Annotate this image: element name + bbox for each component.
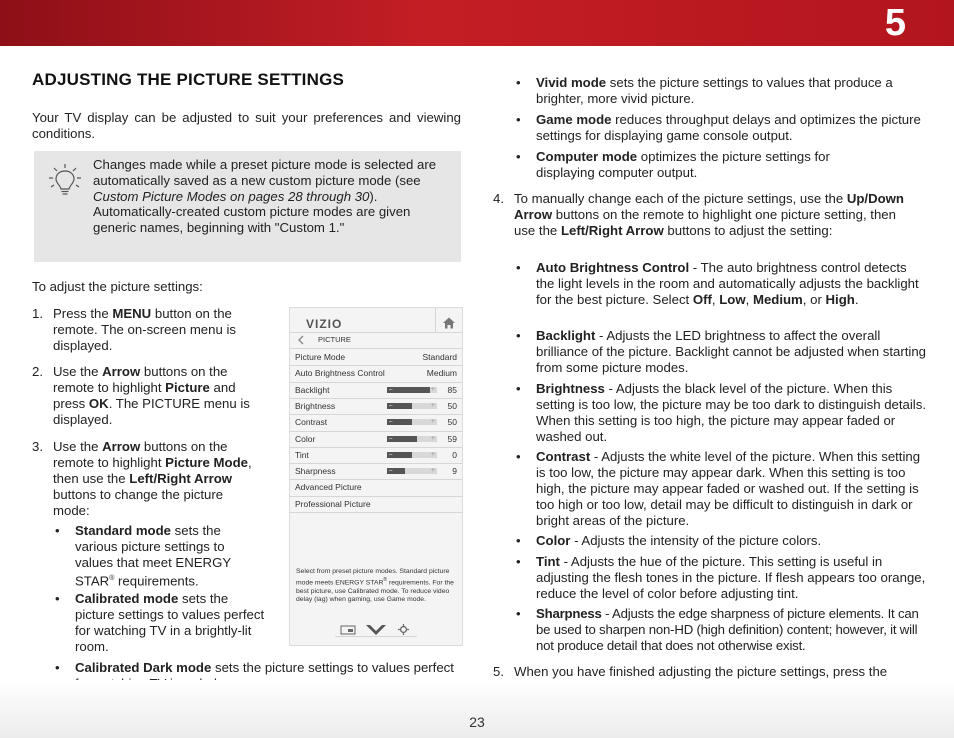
menu-row-label: Auto Brightness Control [295,368,385,379]
divider [435,308,436,333]
home-icon[interactable] [442,316,456,330]
menu-row[interactable] [295,414,457,430]
menu-row-label: Tint [295,449,309,460]
chapter-number: 5 [884,2,906,44]
mode-standard: • Standard mode sets the various picture settings to values that meet ENERGY STAR® requirements. [75,523,265,589]
page-number: 23 [469,714,485,730]
mode-calibrated-dark: • Calibrated Dark mode sets the picture settings to values perfect [75,660,455,692]
step-1: Press the MENU button on the remote. The on-screen menu is displayed. [53,306,237,353]
menu-row[interactable] [295,431,457,447]
setting-contrast: • Contrast - Adjusts the white level of the picture. When this setting is too low, the picture may appear dark. When this setting is too high, the picture may appear faded or washed out. If the setting is too high or too low, detail may be difficult to distinguish in dark or bright areas of the picture. [536,449,926,529]
menu-row[interactable] [295,463,457,479]
mode-computer: • Computer mode optimizes the picture settings for displaying computer output. [536,149,876,181]
menu-slider-fill [387,387,430,393]
minus-icon: – [389,386,393,393]
menu-row-label: Advanced Picture [295,482,362,493]
step-number: 3. [32,439,43,454]
setting-color: • Color - Adjusts the intensity of the picture colors. [536,533,926,549]
step-2: Use the Arrow buttons on the remote to highlight Picture and press OK. The PICTURE menu is displayed. [53,364,250,427]
menu-row-value: 50 [447,417,457,428]
menu-footer [332,622,420,638]
tip-text [93,157,448,236]
menu-row[interactable] [295,398,457,414]
divider [290,512,462,513]
minus-icon: – [389,451,393,458]
minus-icon: – [389,468,393,475]
tip-reference: Custom Picture Modes on pages 28 through 30 [93,188,370,204]
minus-icon: – [389,435,393,442]
section-title: ADJUSTING THE PICTURE SETTINGS [32,70,345,89]
plus-icon: + [430,418,435,426]
menu-row-label: Contrast [295,417,328,428]
plus-icon: + [430,385,435,393]
step-4: To manually change each of the picture settings, use the Up/Down Arrow buttons on the remote to highlight one picture setting, then use the Left/Right Arrow buttons to adjust the setting: [514,191,904,238]
step-5: When you have finished adjusting the picture settings, press the [514,664,888,679]
plus-icon: + [430,467,435,475]
tip-text-part: ). Automatically-created custom picture modes are given generic names, beginning with "Custom 1." [93,188,411,236]
menu-slider[interactable] [387,468,437,474]
setting-sharpness: • Sharpness - Adjusts the edge sharpness of picture elements. It can be used to sharpen non-HD (high definition) content; however, it will not produce detail that does not otherwise exist. [536,606,926,654]
lightbulb-icon [49,163,81,199]
setting-tint: • Tint - Adjusts the hue of the picture. This setting is useful in adjusting the flesh tones in the picture. If flesh appears too orange, reduce the level of color before adjusting tint. [536,554,926,602]
step-3: Use the Arrow buttons on the remote to highlight Picture Mode, then use the Left/Right Arrow buttons to change the picture mode: [53,439,252,518]
menu-row-value: Medium [426,368,457,379]
menu-row-value: 9 [452,466,457,477]
menu-row[interactable] [295,479,457,495]
lead-text: To adjust the picture settings: [32,279,203,294]
menu-row-label: Backlight [295,384,330,395]
menu-section-title: PICTURE [318,335,351,344]
minus-icon: – [389,419,393,426]
menu-row-label: Brightness [295,400,336,411]
divider [290,332,462,333]
menu-row-label: Picture Mode [295,352,346,362]
menu-row[interactable] [295,365,457,381]
tip-text-part: Changes made while a preset picture mode is selected are automatically saved as a new custom picture mode (see [93,157,437,188]
step-number: 5. [493,664,504,679]
step-number: 4. [493,191,504,206]
vizio-v-icon[interactable] [365,624,387,636]
minus-icon: – [389,402,393,409]
left-column [32,70,462,141]
menu-row[interactable] [295,496,457,512]
menu-row-label: Sharpness [295,466,336,477]
chapter-banner [0,0,954,46]
menu-slider[interactable] [387,436,437,442]
menu-row-value: 0 [452,449,457,460]
menu-row[interactable] [295,382,457,398]
mode-vivid: • Vivid mode sets the picture settings to values that produce a brighter, more vivid picture. [536,75,926,107]
step-number: 1. [32,306,43,321]
menu-slider[interactable] [387,403,437,409]
tv-picture-menu [289,307,463,646]
step-number: 2. [32,364,43,379]
menu-row-value: 50 [447,400,457,411]
menu-row-value: Standard [422,352,457,362]
setting-brightness: • Brightness - Adjusts the black level of the picture. When this setting is too low, the picture may be too dark to distinguish details. When this setting is too high, the picture may appear faded or washed out. [536,381,926,445]
menu-row-value: 85 [447,384,457,395]
gear-icon[interactable] [398,624,409,635]
intro-paragraph: Your TV display can be adjusted to suit your preferences and viewing conditions. [32,110,461,141]
menu-row[interactable] [295,349,457,365]
menu-row-label: Professional Picture [295,498,371,509]
setting-backlight: • Backlight - Adjusts the LED brightness to affect the overall brilliance of the picture. Backlight cannot be adjusted when starting from some picture modes. [536,328,926,376]
menu-row-label: Color [295,433,316,444]
menu-slider[interactable] [387,387,437,393]
setting-auto-brightness: • Auto Brightness Control - The auto brightness control detects the light levels in the room and automatically adjusts the backlight for the best picture. Select Off, Low, Medium, or High. [536,260,926,308]
menu-description: Select from preset picture modes. Standard picture mode meets ENERGY STAR® requirements. For the best picture, use Calibrated mode. To reduce video delay (lag) when gaming, use Game mode. [296,568,454,604]
plus-icon: + [430,401,435,409]
menu-slider[interactable] [387,452,437,458]
vizio-logo: VIZIO [306,317,343,331]
menu-row[interactable] [295,447,457,463]
widescreen-icon[interactable] [340,625,356,635]
tip-box [34,151,461,262]
plus-icon: + [430,450,435,458]
plus-icon: + [430,434,435,442]
mode-calibrated: • Calibrated mode sets the picture settings to values perfect for watching TV in a brightly-lit room. [75,591,265,655]
menu-row-value: 59 [447,433,457,444]
menu-slider[interactable] [387,419,437,425]
back-arrow-icon[interactable] [296,335,306,345]
mode-game: • Game mode reduces throughput delays and optimizes the picture settings for displaying game console output. [536,112,926,144]
